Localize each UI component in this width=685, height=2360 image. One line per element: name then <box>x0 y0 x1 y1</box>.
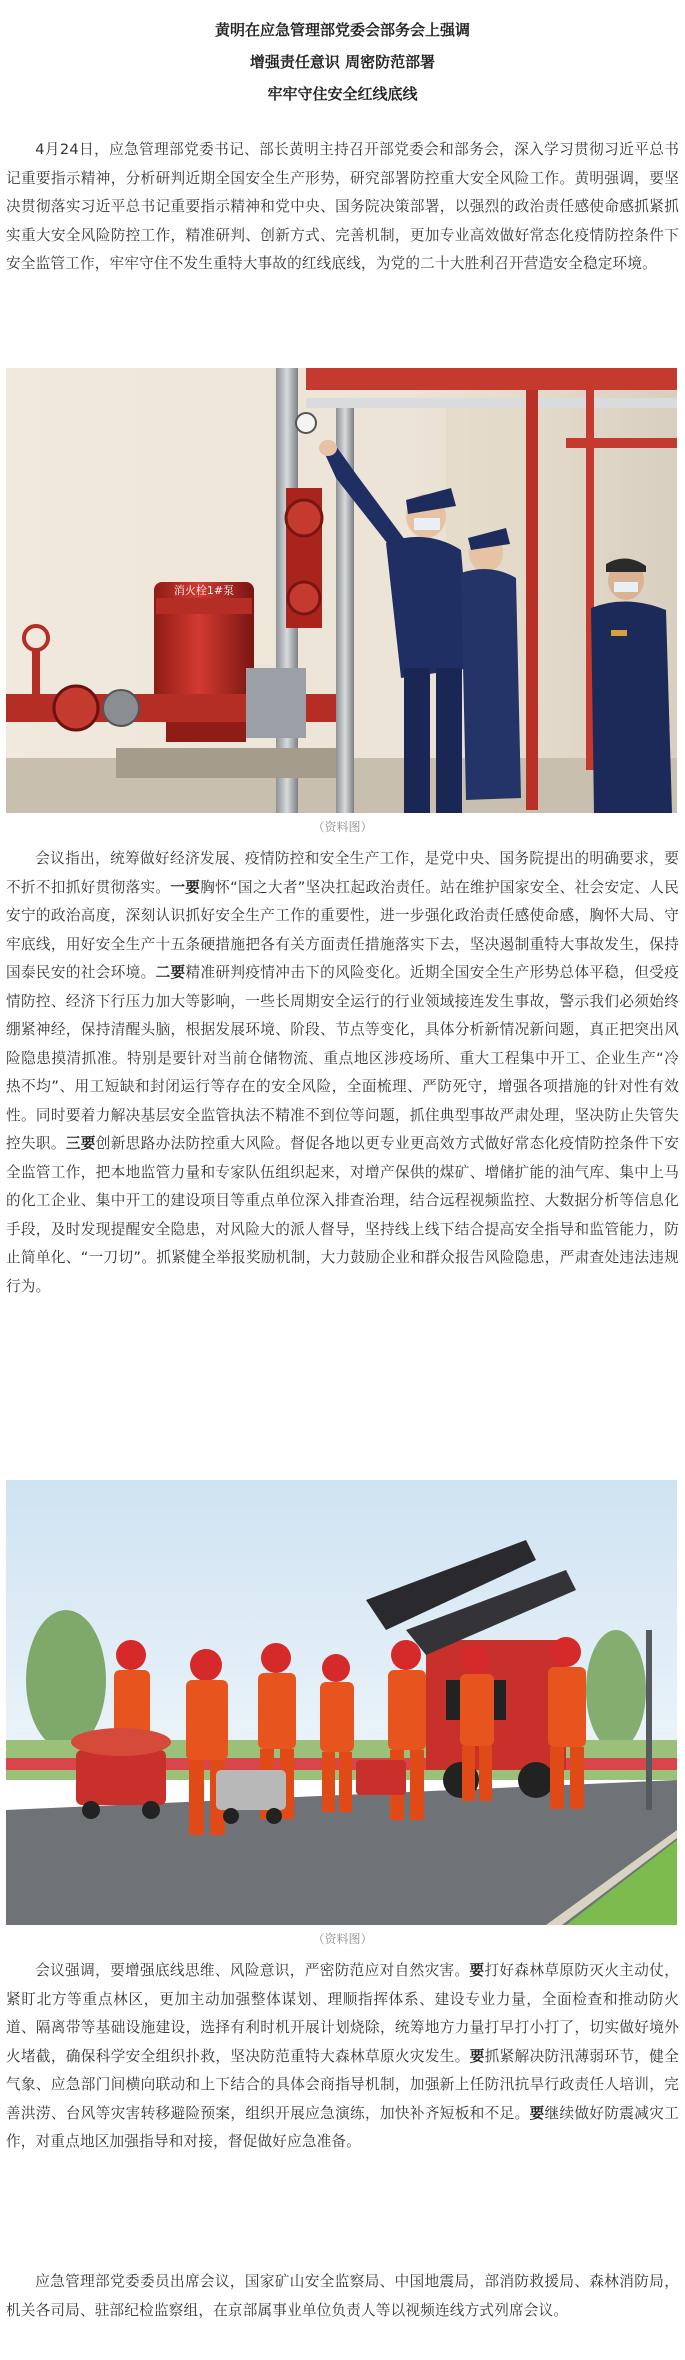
paragraph-meeting-points: 会议指出，统筹做好经济发展、疫情防控和安全生产工作，是党中央、国务院提出的明确要求，要不折不扣抓好贯彻落实。一要胸怀“国之大者”坚决扛起政治责任。站在维护国家安全、社会安定、人民安宁的政治高度，深刻认识抓好安全生产工作的重要性，进一步强化政治责任感使命感，胸怀大局、守牢底线，用好安全生产十五条硬措施把各有关方面责任措施落实下去，坚决遏制重特大事故发生，保持国泰民安的社会环境。二要精准研判疫情冲击下的风险变化。近期全国安全生产形势总体平稳，但受疫情防控、经济下行压力加大等影响，一些长周期安全运行的行业领域接连发生事故，警示我们必须始终绷紧神经，保持清醒头脑，根据发展环境、阶段、节点等变化，具体分析新情况新问题，真正把突出风险隐患摸清抓准。特别是要针对当前仓储物流、重点地区涉疫场所、重大工程集中开工、企业生产“冷热不均”、用工短缺和封闭运行等存在的安全风险，全面梳理、严防死守，增强各项措施的针对性有效性。同时要着力解决基层安全监管执法不精准不到位等问题，抓住典型事故严肃处理，坚决防止失管失控失职。三要创新思路办法防控重大风险。督促各地以更专业更高效方式做好常态化疫情防控条件下安全监管工作，把本地监管力量和专家队伍组织起来，对增产保供的煤矿、增储扩能的油气库、集中上马的化工企业、集中开工的建设项目等重点单位深入排查治理，结合远程视频监控、大数据分析等信息化手段，及时发现提醒安全隐患，对风险大的派人督导，坚持线上线下结合提高安全指导和监管能力，防止简单化、“一刀切”。抓紧健全举报奖励机制，大力鼓励企业和群众报告风险隐患，严肃查处违法违规行为。 <box>6 850 680 1295</box>
photo-pump-room-inspection <box>6 368 677 813</box>
pump-label: 消火栓1#泵 <box>173 584 235 597</box>
article-header <box>0 14 685 110</box>
photo-caption-2: （资料图） <box>312 1932 373 1946</box>
article-title-line-2: 增强责任意识 周密防范部署 <box>249 53 436 71</box>
article-title-line-3: 牢牢守住安全红线底线 <box>267 85 418 103</box>
photo-rescue-team <box>6 1480 677 1925</box>
paragraph-intro: 4月24日，应急管理部党委书记、部长黄明主持召开部党委会和部务会，深入学习贯彻习近平总书记重要指示精神，分析研判近期全国安全生产形势，研究部署防控重大安全风险工作。黄明强调，要坚决贯彻落实习近平总书记重要指示精神和党中央、国务院决策部署，以强烈的政治责任感使命感抓紧抓实重大安全风险防控工作，精准研判、创新方式、完善机制，更加专业高效做好常态化疫情防控条件下安全监管工作，牢牢守住不发生重特大事故的红线底线，为党的二十大胜利召开营造安全稳定环境。 <box>6 141 679 272</box>
paragraph-attendees: 应急管理部党委委员出席会议，国家矿山安全监察局、中国地震局，部消防救援局、森林消防局，机关各司局、驻部纪检监察组，在京部属事业单位负责人等以视频连线方式列席会议。 <box>6 2273 679 2319</box>
article-title-line-1: 黄明在应急管理部党委会部务会上强调 <box>214 21 470 39</box>
paragraph-natural-disasters: 会议强调，要增强底线思维、风险意识，严密防范应对自然灾害。要打好森林草原防灭火主动仗，紧盯北方等重点林区，更加主动加强整体谋划、理顺指挥体系、建设专业力量，全面检查和推动防火道、隔离带等基础设施建设，选择有利时机开展计划烧除，统筹地方力量打早打小打了，切实做好境外火堵截，确保科学安全组织扑救，坚决防范重特大森林草原火灾发生。要抓紧解决防汛薄弱环节，健全气象、应急部门间横向联动和上下结合的具体会商指导机制，加强新上任防汛抗旱行政责任人培训，完善洪涝、台风等灾害转移避险预案，组织开展应急演练，加快补齐短板和不足。要继续做好防震减灾工作，对重点地区加强指导和对接，督促做好应急准备。 <box>6 1962 680 2150</box>
photo-caption-1: （资料图） <box>312 820 373 834</box>
